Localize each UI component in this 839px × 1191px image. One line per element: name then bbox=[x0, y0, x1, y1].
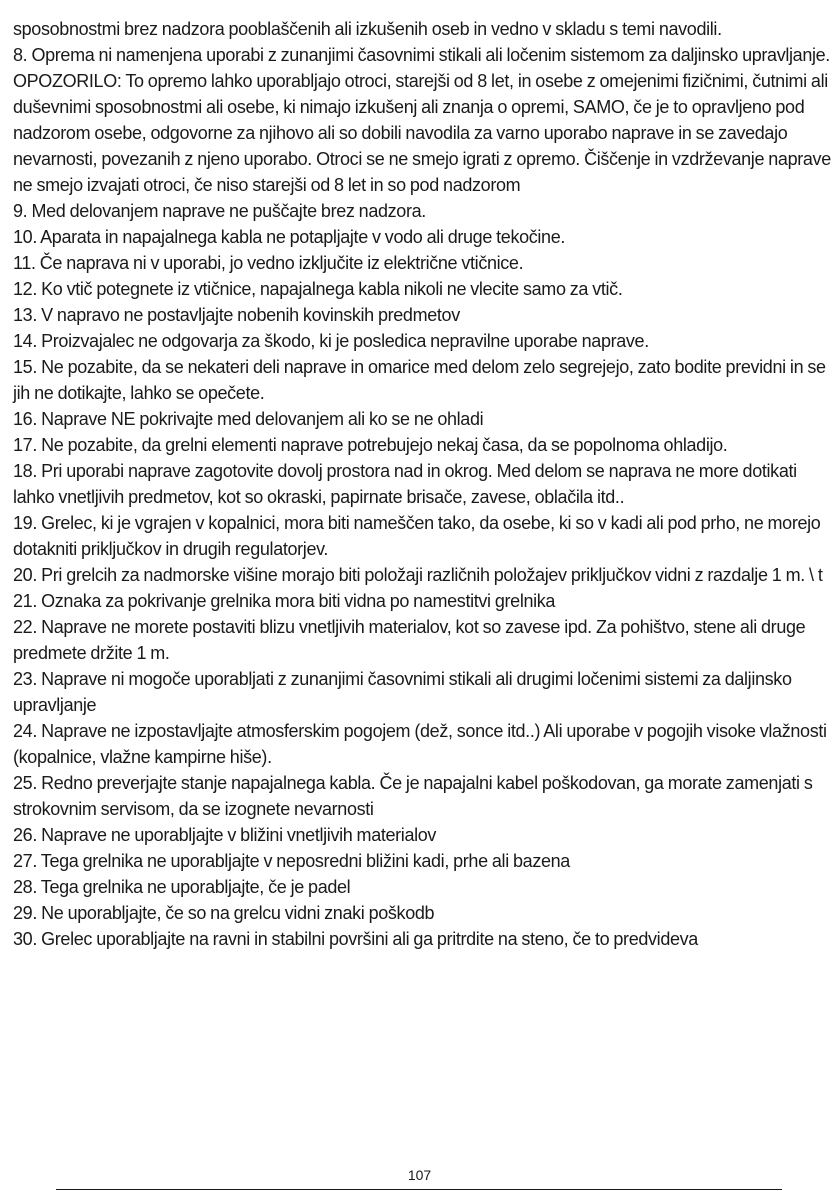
paragraph-item-9: 9. Med delovanjem naprave ne puščajte brez nadzora. bbox=[13, 201, 426, 221]
paragraph-item-18: 18. Pri uporabi naprave zagotovite dovolj prostora nad in okrog. Med delom se naprava ne more dotikati lahko vnetljivih predmetov, kot so okraski, papirnate brisače, zavese, oblačila itd.. bbox=[13, 461, 797, 507]
paragraph-item-14: 14. Proizvajalec ne odgovarja za škodo, ki je posledica nepravilne uporabe naprave. bbox=[13, 331, 649, 351]
footer-divider bbox=[56, 1189, 782, 1190]
paragraph-item-13: 13. V napravo ne postavljajte nobenih kovinskih predmetov bbox=[13, 305, 460, 325]
paragraph-item-21: 21. Oznaka za pokrivanje grelnika mora biti vidna po namestitvi grelnika bbox=[13, 591, 556, 611]
paragraph-item-29: 29. Ne uporabljajte, če so na grelcu vidni znaki poškodb bbox=[13, 903, 435, 923]
paragraph-item-24: 24. Naprave ne izpostavljajte atmosferskim pogojem (dež, sonce itd..) Ali uporabe v pogojih visoke vlažnosti (kopalnice, vlažne kampirne hiše). bbox=[13, 721, 827, 767]
document-body bbox=[13, 16, 835, 952]
paragraph-item-12: 12. Ko vtič potegnete iz vtičnice, napajalnega kabla nikoli ne vlecite samo za vtič. bbox=[13, 279, 623, 299]
paragraph-item-22: 22. Naprave ne morete postaviti blizu vnetljivih materialov, kot so zavese ipd. Za pohištvo, stene ali druge predmete držite 1 m. bbox=[13, 617, 806, 663]
page-number: 107 bbox=[407, 1167, 432, 1183]
paragraph-item-27: 27. Tega grelnika ne uporabljajte v neposredni bližini kadi, prhe ali bazena bbox=[13, 851, 570, 871]
paragraph-item-25: 25. Redno preverjajte stanje napajalnega kabla. Če je napajalni kabel poškodovan, ga morate zamenjati s strokovnim servisom, da se izognete nevarnosti bbox=[13, 773, 813, 819]
paragraph-item-10: 10. Aparata in napajalnega kabla ne potapljajte v vodo ali druge tekočine. bbox=[13, 227, 566, 247]
paragraph-item-28: 28. Tega grelnika ne uporabljajte, če je padel bbox=[13, 877, 351, 897]
paragraph-item-23: 23. Naprave ni mogoče uporabljati z zunanjimi časovnimi stikali ali drugimi ločenimi sistemi za daljinsko upravljanje bbox=[13, 669, 792, 715]
paragraph-item-26: 26. Naprave ne uporabljajte v bližini vnetljivih materialov bbox=[13, 825, 437, 845]
paragraph-item-17: 17. Ne pozabite, da grelni elementi naprave potrebujejo nekaj časa, da se popolnoma ohladijo. bbox=[13, 435, 728, 455]
paragraph-warning: OPOZORILO: To opremo lahko uporabljajo otroci, starejši od 8 let, in osebe z omejenimi fizičnimi, čutnimi ali duševnimi sposobnostmi ali osebe, ki nimajo izkušenj ali znanja o opremi, SAMO, če je to opravljeno pod nadzorom osebe, odgovorne za njihovo ali so dobili navodila za varno uporabo naprave in se zavedajo nevarnosti, povezanih z njeno uporabo. Otroci se ne smejo igrati z opremo. Čiščenje in vzdrževanje naprave ne smejo izvajati otroci, če niso starejši od 8 let in so pod nadzorom bbox=[13, 71, 831, 195]
paragraph-item-11: 11. Če naprava ni v uporabi, jo vedno izključite iz električne vtičnice. bbox=[13, 253, 524, 273]
paragraph-item-16: 16. Naprave NE pokrivajte med delovanjem ali ko se ne ohladi bbox=[13, 409, 484, 429]
paragraph-item-15: 15. Ne pozabite, da se nekateri deli naprave in omarice med delom zelo segrejejo, zato bodite previdni in se jih ne dotikajte, lahko se opečete. bbox=[13, 357, 826, 403]
paragraph-item-8: 8. Oprema ni namenjena uporabi z zunanjimi časovnimi stikali ali ločenim sistemom za daljinsko upravljanje. bbox=[13, 45, 830, 65]
paragraph-item-30: 30. Grelec uporabljajte na ravni in stabilni površini ali ga pritrdite na steno, če to predvideva bbox=[13, 929, 698, 949]
paragraph-item-20: 20. Pri grelcih za nadmorske višine morajo biti položaji različnih položajev priključkov vidni z razdalje 1 m. \ t bbox=[13, 565, 823, 585]
paragraph-item-19: 19. Grelec, ki je vgrajen v kopalnici, mora biti nameščen tako, da osebe, ki so v kadi ali pod prho, ne morejo dotakniti priključkov in drugih regulatorjev. bbox=[13, 513, 821, 559]
paragraph-continuation: sposobnostmi brez nadzora pooblaščenih ali izkušenih oseb in vedno v skladu s temi navodili. bbox=[13, 19, 722, 39]
